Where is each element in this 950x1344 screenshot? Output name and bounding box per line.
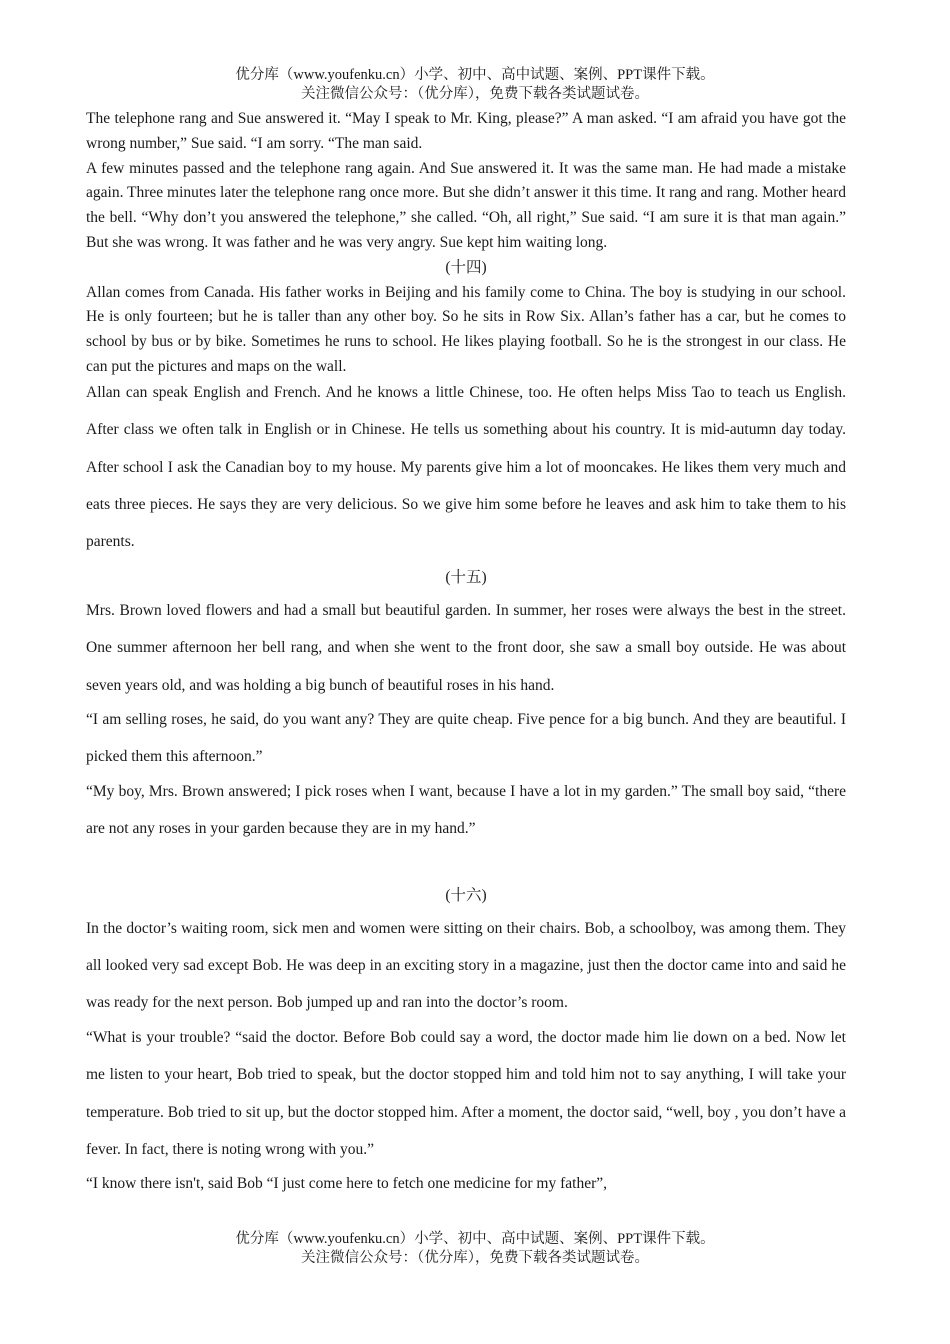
header-line-1: 优分库（www.youfenku.cn）小学、初中、高中试题、案例、PPT课件下载。 [235,67,715,83]
document-body [86,107,846,1203]
passage-16-paragraph-3: “I know there isn't, said Bob “I just come here to fetch one medicine for my father”, [86,1175,607,1193]
passage-15-paragraph-3: “My boy, Mrs. Brown answered; I pick roses when I want, because I have a lot in my garden.” The small boy said, “there are not any roses in your garden because they are in my hand.” [86,782,846,838]
footer-line-2: 关注微信公众号：（优分库），免费下载各类试题试卷。 [301,1250,649,1266]
passage-14-paragraph-2: Allan can speak English and French. And he knows a little Chinese, too. He often helps Miss Tao to teach us English. After class we often talk in English or in Chinese. He tells us something about his country. It is mid-autumn day today. After school I ask the Canadian boy to my house. My parents give him a lot of mooncakes. He likes them very much and eats three pieces. He says they are very delicious. So we give him some before he leaves and ask him to take them to his parents. [86,383,846,551]
passage-15-paragraph-2: “I am selling roses, he said, do you want any? They are quite cheap. Five pence for a big bunch. And they are beautiful. I picked them this afternoon.” [86,711,846,766]
passage-14-paragraph-1: Allan comes from Canada. His father works in Beijing and his family come to China. The boy is studying in our school. He is only fourteen; but he is taller than any other boy. So he sits in Row Six. Allan’s father has a car, but he comes to school by bus or by bike. Sometimes he runs to school. He likes playing football. So he is the strongest in our class. He can put the pictures and maps on the wall. [86,283,846,375]
footer-line-1: 优分库（www.youfenku.cn）小学、初中、高中试题、案例、PPT课件下载。 [235,1231,715,1247]
passage-13-paragraph-2: A few minutes passed and the telephone rang again. And Sue answered it. It was the same man. He had made a mistake again. Three minutes later the telephone rang once more. But she didn’t answer it this time. It rang and rang. Mother heard the bell. “Why don’t you answered the telephone,” she called. “Oh, all right,” Sue said. “I am sure it is that man again.” But she was wrong. It was father and he was very angry. Sue kept him waiting long. [86,159,846,251]
page-footer [0,1230,950,1268]
passage-15-heading: (十五) [445,568,487,586]
passage-15-paragraph-1: Mrs. Brown loved flowers and had a small but beautiful garden. In summer, her roses were always the best in the street. One summer afternoon her bell rang, and when she went to the front door, she saw a small boy outside. He was about seven years old, and was holding a big bunch of beautiful roses in his hand. [86,601,846,694]
header-line-2: 关注微信公众号：（优分库），免费下载各类试题试卷。 [301,86,649,102]
passage-13-paragraph-1: The telephone rang and Sue answered it. “May I speak to Mr. King, please?” A man asked. “I am afraid you have got the wrong number,” Sue said. “I am sorry. “The man said. [86,110,846,152]
passage-14-heading: (十四) [445,258,487,276]
passage-16-paragraph-1: In the doctor’s waiting room, sick men and women were sitting on their chairs. Bob, a schoolboy, was among them. They all looked very sad except Bob. He was deep in an exciting story in a magazine, just then the doctor came into and said he was ready for the next person. Bob jumped up and ran into the doctor’s room. [86,919,846,1012]
page-header [0,66,950,104]
passage-16-paragraph-2: “What is your trouble? “said the doctor. Before Bob could say a word, the doctor made him lie down on a bed. Now let me listen to your heart, Bob tried to speak, but the doctor stopped him and told him not to say anything, I will take your temperature. Bob tried to sit up, but the doctor stopped him. After a moment, the doctor said, “well, boy , you don’t have a fever. In fact, there is noting wrong with you.” [86,1028,846,1159]
passage-16-heading: (十六) [445,886,487,904]
